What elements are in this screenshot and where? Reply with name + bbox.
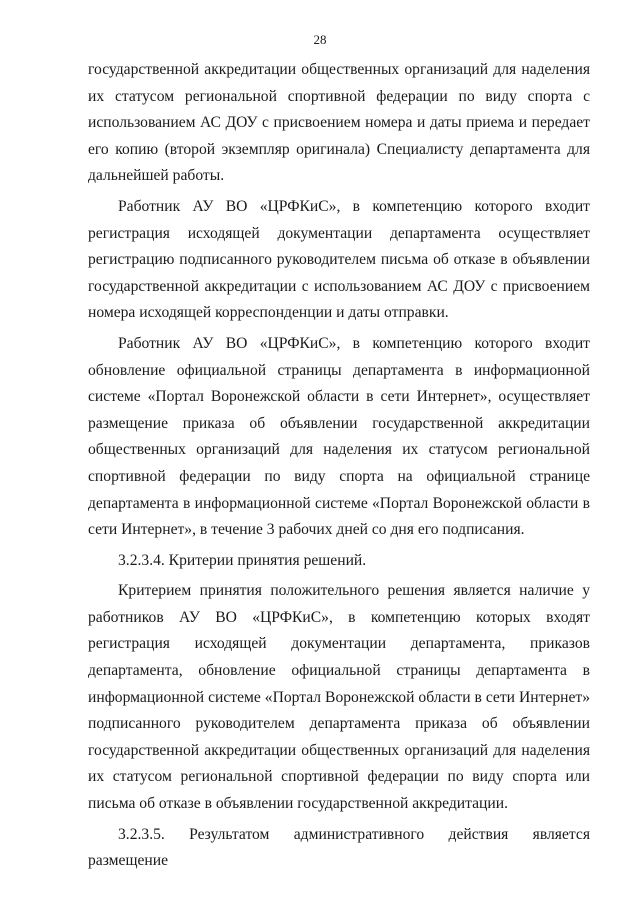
paragraph-continuation: государственной аккредитации общественных организаций для наделения их статусом региональной спортивной федерации по виду спорта с использованием АС ДОУ с присвоением номера и даты приема и передает его копию (второй экземпляр оригинала) Специалисту департамента для дальнейшей работы.	[88, 61, 590, 185]
section-heading-3-2-3-4: 3.2.3.4. Критерии принятия решений.	[118, 551, 367, 569]
page-number: 28	[313, 32, 327, 47]
document-body	[88, 57, 590, 875]
section-3-2-3-5-start: 3.2.3.5. Результатом административного действия является размещение	[88, 825, 590, 870]
paragraph-decision-criteria: Критерием принятия положительного решения является наличие у работников АУ ВО «ЦРФКиС», в компетенцию которых входят регистрация исходящей документации департамента, приказов департамента, обновление официальной страницы департамента в информационной системе «Портал Воронежской области в сети Интернет» подписанного руководителем департамента приказа об объявлении государственной аккредитации общественных организаций для наделения их статусом региональной спортивной федерации по виду спорта или письма об отказе в объявлении государственной аккредитации.	[88, 582, 590, 813]
paragraph-portal-publication: Работник АУ ВО «ЦРФКиС», в компетенцию которого входит обновление официальной страницы департамента в информационной системе «Портал Воронежской области в сети Интернет», осуществляет размещение приказа об объявлении государственной аккредитации общественных организаций для наделения их статусом региональной спортивной федерации по виду спорта на официальной странице департамента в информационной системе «Портал Воронежской области в сети Интернет», в течение 3 рабочих дней со дня его подписания.	[88, 334, 590, 539]
paragraph-registration: Работник АУ ВО «ЦРФКиС», в компетенцию которого входит регистрация исходящей документации департамента осуществляет регистрацию подписанного руководителем письма об отказе в объявлении государственной аккредитации с использованием АС ДОУ с присвоением номера исходящей корреспонденции и даты отправки.	[88, 197, 590, 322]
